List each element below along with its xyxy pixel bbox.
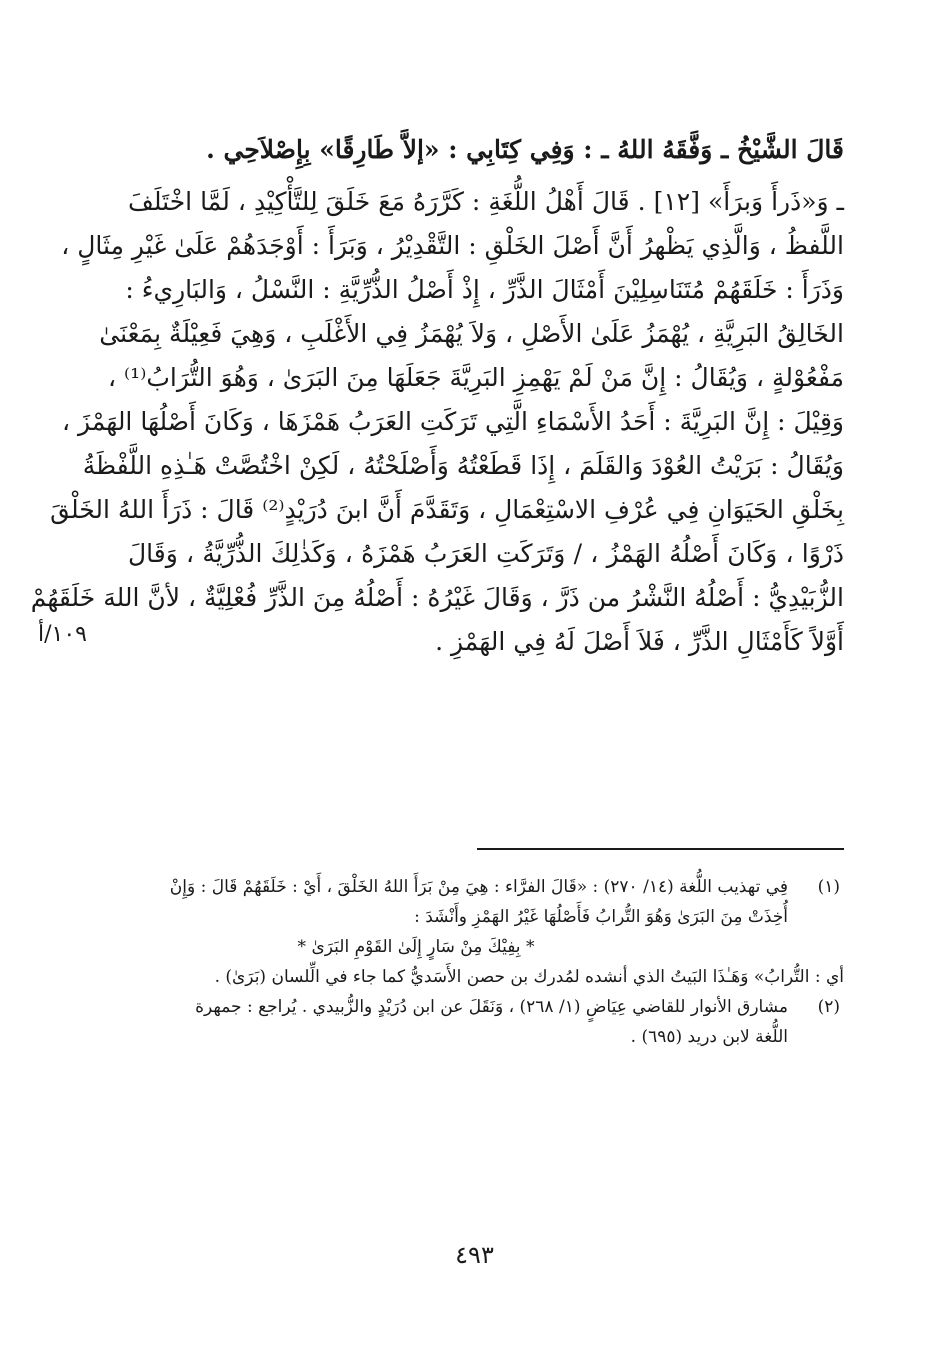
footnote-separator: [477, 848, 844, 850]
footnote-line: اللُّغة لابن دريد (٦٩٥) .: [630, 1027, 788, 1047]
main-line-5: الخَالِقُ البَرِيَّةِ ، يُهْمَزُ عَلَىٰ الأَصْلِ ، وَلاَ يُهْمَزُ فِي الأَغْلَبِ ، وَهِيَ فَعِيْلَةٌ بِمَعْنَىٰ: [99, 319, 844, 348]
main-line-12: أَوَّلاً كَأَمْثَالِ الذَّرِّ ، فَلاَ أَصْلَ لَهُ فِي الهَمْزِ .: [435, 627, 844, 656]
main-line-1: قَالَ الشَّيْخُ ـ وَفَّقَهُ اللهُ ـ : وَفِي كِتَابِي : «إلاَّ طَارِقًا» بِإِصْلاَحِي .: [206, 135, 844, 164]
main-line-4: وَذَرَأَ : خَلَقَهُمْ مُتَنَاسِلِيْنَ أَمْثَالَ الذَّرِّ ، إِذْ أَصْلُ الذُّرِّيَّةِ : النَّسْلُ ، وَالبَارِيءُ :: [125, 275, 844, 304]
footnote-verse: * بِفِيْكَ مِنْ سَارٍ إِلَىٰ القَوْمِ البَرَىٰ *: [297, 937, 535, 957]
main-line-10: ذَرْوًا ، وَكَانَ أَصْلُهُ الهَمْزُ ، / وَتَرَكَتِ العَرَبُ هَمْزَهُ ، وَكَذٰلِكَ الذُّرِّيَّةُ ، وَقَالَ: [128, 539, 844, 568]
main-line-8: وَيُقَالُ : بَرَيْتُ العُوْدَ وَالقَلَمَ ، إِذَا قَطَعْتُهُ وَأَصْلَحْتُهُ ، لَكِنْ اخْتُصَّتْ هَـٰذِهِ اللَّفْظَةُ: [82, 451, 844, 480]
main-line-3: اللَّفظُ ، وَالَّذِي يَظْهرُ أَنَّ أَصْلَ الخَلْقِ : التَّقْدِيْرُ ، وَبَرَأَ : أَوْجَدَهُمْ عَلَىٰ غَيْرِ مِثَالٍ ،: [61, 231, 844, 260]
main-line-2: ـ وَ«ذَرأَ وَبرَأَ» [١٢] . قَالَ أَهْلُ اللُّغَةِ : كَرَّرَهُ مَعَ خَلَقَ لِلتَّأْكِيْدِ ، لَمَّا اخْتَلَفَ: [128, 187, 844, 216]
footnote-body: [104, 992, 788, 1052]
footnotes-section: [104, 872, 844, 1052]
footnote-2: [104, 992, 844, 1052]
footnote-body: [104, 872, 844, 992]
main-line-11: الزُّبَيْدِيُّ : أَصْلُهُ النَّشْرُ من ذَرَّ ، وَقَالَ غَيْرُهُ : أَصْلُهُ مِنَ الذَّرِّ فُعْلِيَّةٌ ، لأنَّ اللهَ خَلَقَهُمْ: [30, 583, 844, 612]
footnote-line: فِي تهذيب اللُّغة (١٤/ ٢٧٠) : «قَالَ الفرَّاء : هِيَ مِنْ بَرَأَ اللهُ الخَلْقَ ، أَيْ : خَلَقَهُمْ قَالَ : وَإِنْ: [169, 877, 788, 897]
footnote-line: مشارق الأنوار للقاضي عِيَاضٍ (١/ ٢٦٨) ، وَنَقَلَ عن ابن دُرَيْدٍ والزُّبيدي . يُراجع : جمهرة: [195, 997, 788, 1017]
manuscript-folio-marker: ١٠٩/أ: [38, 622, 87, 647]
footnote-number: (٢): [817, 997, 840, 1017]
main-line-6: مَفْعُوْلةٍ ، وَيُقَالُ : إِنَّ مَنْ لَمْ يَهْمِزِ البَرِيَّةَ جَعَلَهَا مِنَ البَرَىٰ ، وَهُوَ التُّرَابُ⁽¹⁾ ،: [108, 363, 844, 392]
footnote-1: [104, 872, 844, 992]
page-number: ٤٩٣: [455, 1241, 494, 1269]
footnote-number: (١): [817, 877, 840, 897]
main-line-9: بِخَلْقِ الحَيَوَانِ فِي عُرْفِ الاسْتِعْمَالِ ، وَتَقَدَّمَ أَنَّ ابنَ دُرَيْدٍ⁽²⁾ قَالَ : ذَرَأَ اللهُ الخَلْقَ: [50, 495, 844, 524]
footnote-line: أُخِذَتْ مِنَ البَرَىٰ وَهُوَ التُّرابُ فَأَصْلُهَا غَيْرُ الهَمْزِ وأَنْشَدَ :: [414, 907, 788, 927]
footnote-gloss: أي : التُّرابُ» وَهَـٰذَا البَيتُ الذي أنشده لمُدرك بن حصن الأَسَديُّ كما جاء في الِّلسان (بَرَىٰ) .: [214, 967, 844, 987]
main-line-7: وَقِيْلَ : إِنَّ البَرِيَّةَ : أَحَدُ الأَسْمَاءِ الَّتِي تَرَكَتِ العَرَبُ هَمْزَهَا ، وَكَانَ أَصْلُهَا الهَمْزَ ،: [62, 407, 844, 436]
